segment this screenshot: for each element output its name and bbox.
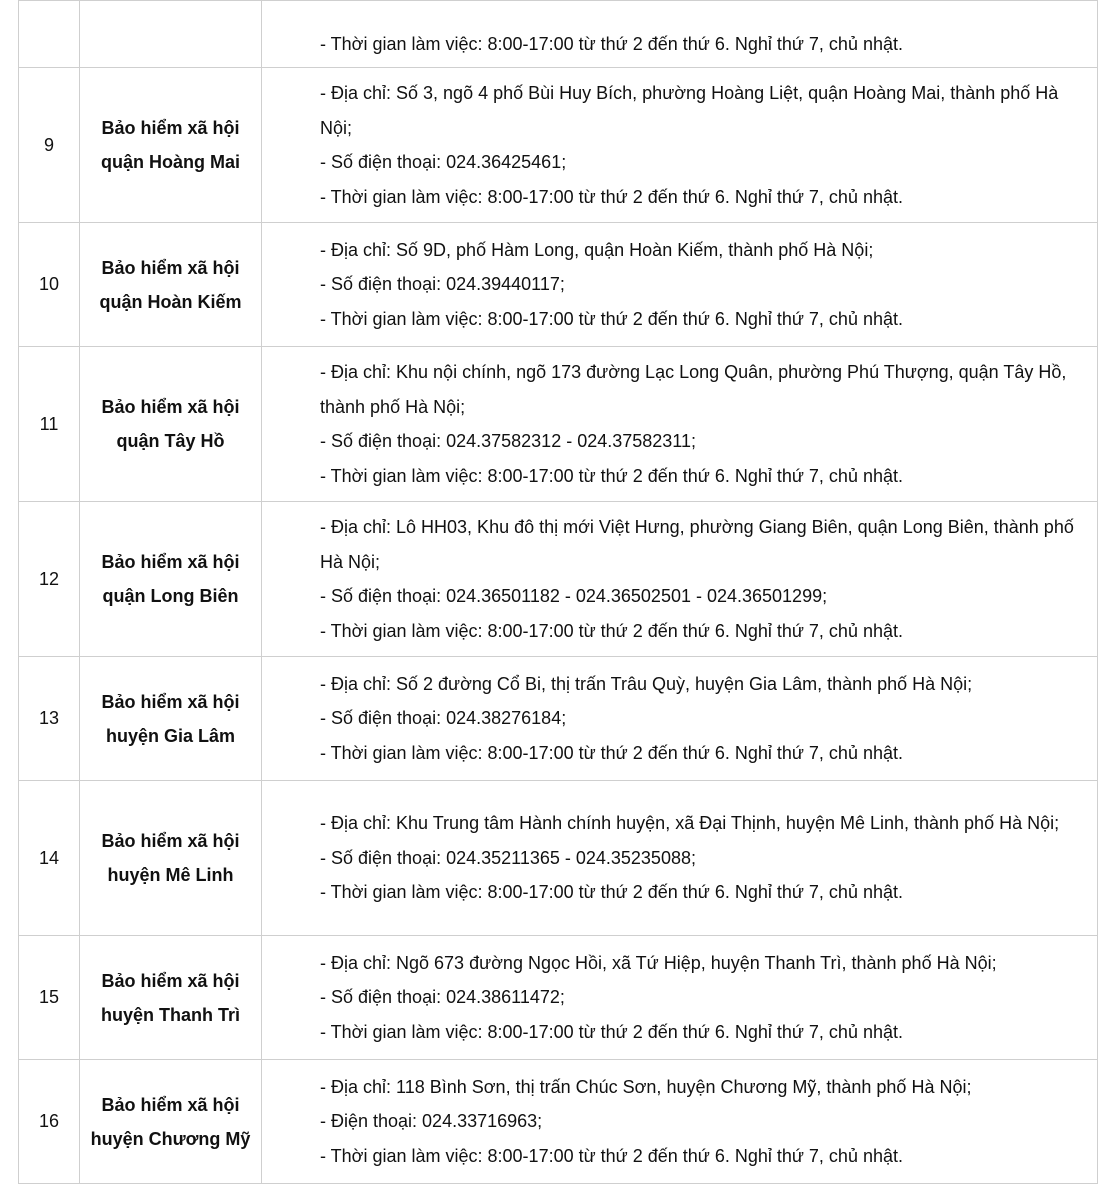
row-number: 11 (19, 347, 80, 502)
office-address: - Địa chỉ: 118 Bình Sơn, thị trấn Chúc Sơn, huyện Chương Mỹ, thành phố Hà Nội; (320, 1076, 972, 1097)
office-address: - Địa chỉ: Số 3, ngõ 4 phố Bùi Huy Bích, phường Hoàng Liệt, quận Hoàng Mai, thành phố Hà Nội; (320, 83, 1059, 138)
office-name-line1: Bảo hiểm xã hội (101, 397, 240, 417)
office-info-cell (262, 347, 1098, 502)
office-info-cell (262, 1060, 1098, 1184)
working-hours: - Thời gian làm việc: 8:00-17:00 từ thứ 2 đến thứ 6. Nghỉ thứ 7, chủ nhật. (320, 308, 903, 329)
office-phone: - Số điện thoại: 024.35211365 - 024.35235088; (320, 847, 696, 868)
office-name-cell (80, 1, 262, 68)
working-hours: - Thời gian làm việc: 8:00-17:00 từ thứ 2 đến thứ 6. Nghỉ thứ 7, chủ nhật. (320, 465, 903, 486)
office-address: - Địa chỉ: Khu nội chính, ngõ 173 đường Lạc Long Quân, phường Phú Thượng, quận Tây Hồ, thành phố Hà Nội; (320, 362, 1067, 417)
office-address: - Địa chỉ: Lô HH03, Khu đô thị mới Việt Hưng, phường Giang Biên, quận Long Biên, thành phố Hà Nội; (320, 517, 1074, 572)
office-name-line2: quận Hoàn Kiếm (99, 291, 242, 312)
office-name-line2: huyện Gia Lâm (105, 725, 236, 746)
office-address: - Địa chỉ: Số 9D, phố Hàm Long, quận Hoàn Kiếm, thành phố Hà Nội; (320, 239, 874, 260)
office-info-cell (262, 781, 1098, 936)
working-hours: - Thời gian làm việc: 8:00-17:00 từ thứ 2 đến thứ 6. Nghỉ thứ 7, chủ nhật. (320, 1021, 903, 1042)
working-hours: - Thời gian làm việc: 8:00-17:00 từ thứ 2 đến thứ 6. Nghỉ thứ 7, chủ nhật. (320, 186, 903, 207)
working-hours: - Thời gian làm việc: 8:00-17:00 từ thứ 2 đến thứ 6. Nghỉ thứ 7, chủ nhật. (320, 1145, 903, 1166)
office-name-line1: Bảo hiểm xã hội (101, 1094, 240, 1115)
office-name (80, 657, 262, 781)
working-hours: - Thời gian làm việc: 8:00-17:00 từ thứ 2 đến thứ 6. Nghỉ thứ 7, chủ nhật. (320, 742, 903, 763)
table-row (19, 502, 1098, 657)
row-number: 16 (19, 1060, 80, 1184)
office-info-cell (262, 1, 1098, 68)
row-number-cell (19, 1, 80, 68)
row-number: 12 (19, 502, 80, 657)
office-name (80, 68, 262, 223)
office-info-cell (262, 68, 1098, 223)
office-address: - Địa chỉ: Khu Trung tâm Hành chính huyện, xã Đại Thịnh, huyện Mê Linh, thành phố Hà Nội; (320, 813, 1060, 834)
table-row (19, 1060, 1098, 1184)
office-name (80, 781, 262, 936)
office-name-line1: Bảo hiểm xã hội (101, 257, 240, 278)
office-name-line2: quận Long Biên (102, 586, 239, 606)
working-hours: - Thời gian làm việc: 8:00-17:00 từ thứ 2 đến thứ 6. Nghỉ thứ 7, chủ nhật. (320, 33, 903, 54)
office-name-line1: Bảo hiểm xã hội (101, 691, 240, 712)
row-number: 10 (19, 223, 80, 347)
office-phone: - Số điện thoại: 024.38276184; (320, 708, 567, 729)
working-hours: - Thời gian làm việc: 8:00-17:00 từ thứ 2 đến thứ 6. Nghỉ thứ 7, chủ nhật. (320, 882, 903, 903)
row-number: 9 (19, 68, 80, 223)
office-phone: - Điện thoại: 024.33716963; (320, 1111, 543, 1132)
table-row (19, 1, 1098, 68)
office-phone: - Số điện thoại: 024.36425461; (320, 152, 567, 172)
office-name-line2: huyện Chương Mỹ (90, 1128, 251, 1149)
office-name-line2: huyện Thanh Trì (100, 1004, 240, 1025)
row-number: 14 (19, 781, 80, 936)
office-name-line1: Bảo hiểm xã hội (101, 552, 240, 572)
office-info-cell (262, 936, 1098, 1060)
working-hours: - Thời gian làm việc: 8:00-17:00 từ thứ 2 đến thứ 6. Nghỉ thứ 7, chủ nhật. (320, 620, 903, 641)
office-name (80, 1060, 262, 1184)
table-row (19, 936, 1098, 1060)
office-name-line2: quận Tây Hồ (116, 431, 225, 451)
table-row (19, 223, 1098, 347)
office-name-line1: Bảo hiểm xã hội (101, 970, 240, 991)
office-name-line1: Bảo hiểm xã hội (101, 831, 240, 851)
office-name (80, 936, 262, 1060)
office-phone: - Số điện thoại: 024.38611472; (320, 987, 565, 1008)
office-name (80, 502, 262, 657)
office-info-cell (262, 657, 1098, 781)
office-name-line1: Bảo hiểm xã hội (101, 118, 240, 138)
office-info-cell (262, 223, 1098, 347)
table-row (19, 781, 1098, 936)
office-phone: - Số điện thoại: 024.39440117; (320, 274, 565, 295)
office-address: - Địa chỉ: Số 2 đường Cổ Bi, thị trấn Trâu Quỳ, huyện Gia Lâm, thành phố Hà Nội; (320, 673, 973, 694)
office-phone: - Số điện thoại: 024.36501182 - 024.36502501 - 024.36501299; (320, 586, 828, 606)
office-phone: - Số điện thoại: 024.37582312 - 024.37582311; (320, 431, 696, 451)
office-name (80, 223, 262, 347)
table-row (19, 68, 1098, 223)
row-number: 15 (19, 936, 80, 1060)
office-name (80, 347, 262, 502)
social-insurance-offices-table (18, 0, 1098, 1184)
office-name-line2: quận Hoàng Mai (101, 152, 240, 172)
office-info-cell (262, 502, 1098, 657)
table-row (19, 657, 1098, 781)
office-name-line2: huyện Mê Linh (107, 865, 234, 885)
office-address: - Địa chỉ: Ngõ 673 đường Ngọc Hồi, xã Tứ Hiệp, huyện Thanh Trì, thành phố Hà Nội; (320, 952, 997, 973)
row-number: 13 (19, 657, 80, 781)
table-row (19, 347, 1098, 502)
